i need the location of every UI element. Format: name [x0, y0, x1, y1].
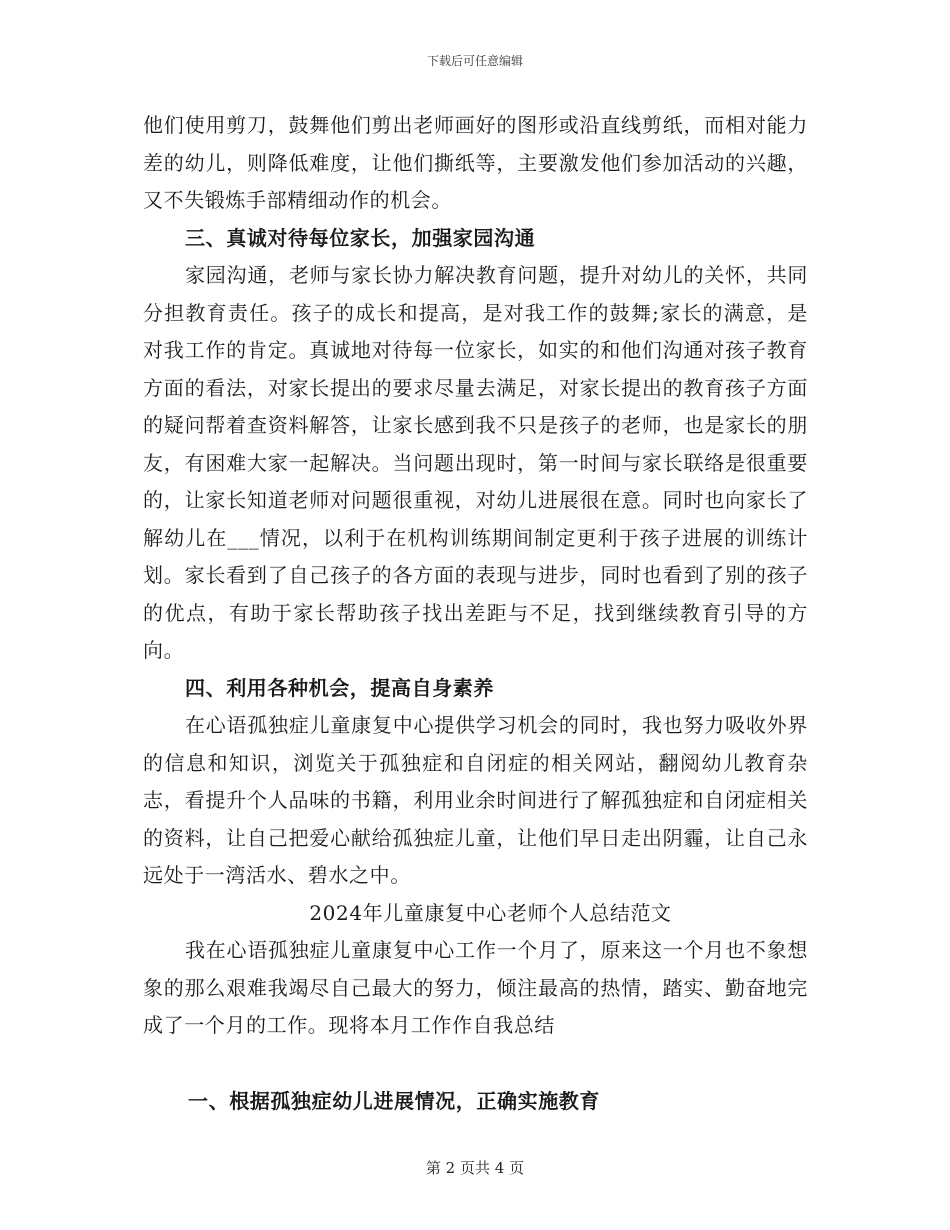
section-heading-4: 四、利用各种机会，提高自身素养 [185, 675, 494, 700]
paragraph-4: 在心语孤独症儿童康复中心提供学习机会的同时，我也努力吸收外界的信息和知识，浏览关于孤独症和自闭症的相关网站，翻阅幼儿教育杂志，看提升个人品味的书籍，利用业余时间进行了解孤独症和自闭症相关的资料，让自己把爱心献给孤独症儿童，让他们早日走出阴霾，让自己永远处于一湾活水、碧水之中。 [143, 713, 808, 887]
page-header: 下载后可任意编辑 [426, 54, 523, 68]
paragraph-intro: 我在心语孤独症儿童康复中心工作一个月了，原来这一个月也不象想象的那么艰难我竭尽自己最大的努力，倾注最高的热情，踏实、勤奋地完成了一个月的工作。现将本月工作作自我总结 [143, 938, 808, 1037]
section-heading-3: 三、真诚对待每位家长，加强家园沟通 [185, 225, 536, 250]
section-heading-1: 一、根据孤独症幼儿进展情况，正确实施教育 [188, 1088, 600, 1113]
blank-line [143, 1045, 808, 1083]
paragraph-3: 家园沟通，老师与家长协力解决教育问题，提升对幼儿的关怀，共同分担教育责任。孩子的成长和提高，是对我工作的鼓舞;家长的满意，是对我工作的肯定。真诚地对待每一位家长，如实的和他们沟通对孩子教育方面的看法，对家长提出的要求尽量去满足，对家长提出的教育孩子方面的疑问帮着查资料解答，让家长感到我不只是孩子的老师，也是家长的朋友，有困难大家一起解决。当问题出现时，第一时间与家长联络是很重要的，让家长知道老师对问题很重视，对幼儿进展很在意。同时也向家长了解幼儿在___情况，以利于在机构训练期间制定更利于孩子进展的训练计划。家长看到了自己孩子的各方面的表现与进步，同时也看到了别的孩子的优点，有助于家长帮助孩子找出差距与不足，找到继续教育引导的方向。 [143, 263, 808, 662]
paragraph-continued: 他们使用剪刀，鼓舞他们剪出老师画好的图形或沿直线剪纸，而相对能力差的幼儿，则降低难度，让他们撕纸等，主要激发他们参加活动的兴趣，又不失锻炼手部精细动作的机会。 [143, 113, 808, 212]
document-title: 2024年儿童康复中心老师个人总结范文 [309, 900, 672, 925]
page-footer: 第 2 页共 4 页 [425, 1159, 525, 1177]
document-body [143, 107, 808, 1120]
